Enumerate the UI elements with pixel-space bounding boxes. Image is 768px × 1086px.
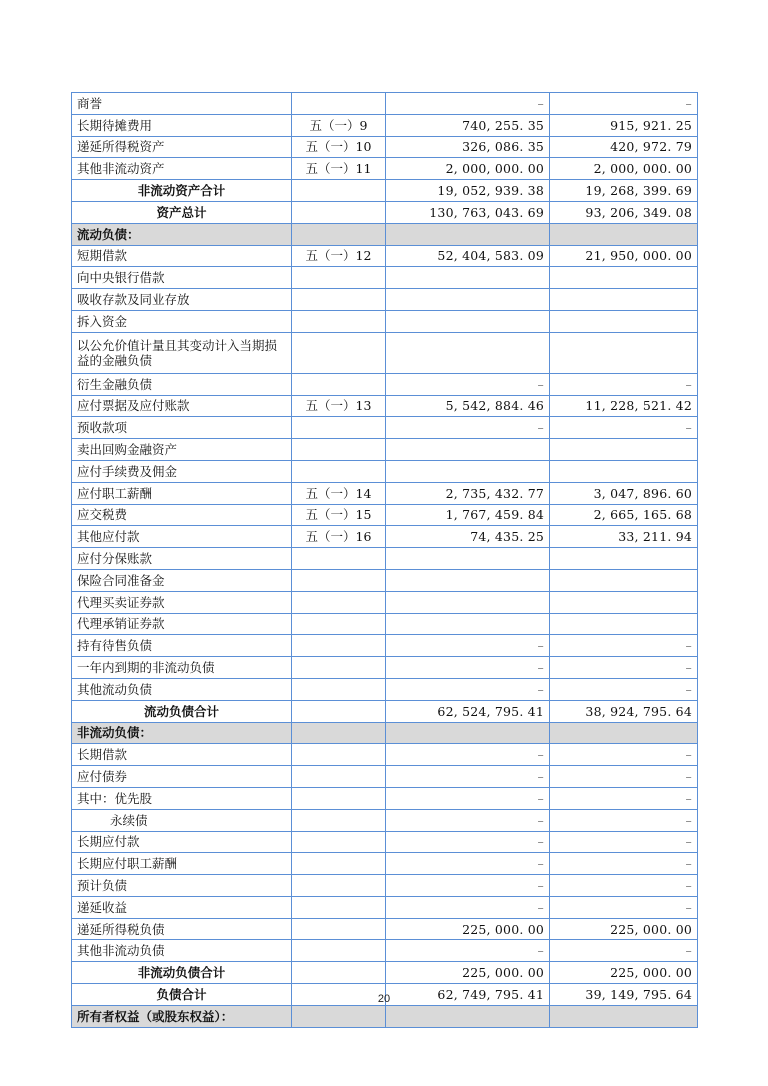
- row-note-ref: [292, 831, 386, 853]
- table-row: [72, 223, 698, 245]
- row-current-amount: [386, 613, 550, 635]
- row-note-ref: [292, 635, 386, 657]
- row-prior-amount: 33, 211. 94: [550, 526, 698, 548]
- row-note-ref: [292, 700, 386, 722]
- row-item-label: 以公允价值计量且其变动计入当期损益的金融负债: [72, 332, 292, 373]
- row-item-label: 衍生金融负债: [72, 373, 292, 395]
- table-row: [72, 245, 698, 267]
- row-prior-amount: [550, 289, 698, 311]
- row-note-ref: [292, 460, 386, 482]
- row-prior-amount: 2, 000, 000. 00: [550, 158, 698, 180]
- row-prior-amount: [550, 722, 698, 744]
- table-row: [72, 439, 698, 461]
- table-row: [72, 940, 698, 962]
- row-note-ref: [292, 940, 386, 962]
- row-current-amount: [386, 310, 550, 332]
- row-current-amount: –: [386, 787, 550, 809]
- row-item-label: 递延所得税资产: [72, 136, 292, 158]
- row-note-ref: [292, 180, 386, 202]
- table-row: [72, 766, 698, 788]
- row-item-label: 递延收益: [72, 896, 292, 918]
- row-current-amount: [386, 267, 550, 289]
- table-row: [72, 267, 698, 289]
- row-current-amount: –: [386, 744, 550, 766]
- row-note-ref: 五（一）11: [292, 158, 386, 180]
- row-note-ref: [292, 962, 386, 984]
- row-prior-amount: 225, 000. 00: [550, 962, 698, 984]
- row-current-amount: 62, 524, 795. 41: [386, 700, 550, 722]
- table-row: [72, 809, 698, 831]
- row-note-ref: [292, 896, 386, 918]
- row-current-amount: –: [386, 635, 550, 657]
- row-current-amount: –: [386, 417, 550, 439]
- row-note-ref: [292, 787, 386, 809]
- table-row: [72, 613, 698, 635]
- row-item-label: 代理承销证券款: [72, 613, 292, 635]
- row-prior-amount: –: [550, 875, 698, 897]
- row-prior-amount: 93, 206, 349. 08: [550, 201, 698, 223]
- row-prior-amount: –: [550, 657, 698, 679]
- row-item-label: 其他非流动负债: [72, 940, 292, 962]
- row-item-label: 应付分保账款: [72, 548, 292, 570]
- row-prior-amount: –: [550, 831, 698, 853]
- row-current-amount: –: [386, 657, 550, 679]
- row-prior-amount: –: [550, 417, 698, 439]
- row-item-label: 卖出回购金融资产: [72, 439, 292, 461]
- table-row: [72, 896, 698, 918]
- row-current-amount: 2, 000, 000. 00: [386, 158, 550, 180]
- row-prior-amount: –: [550, 93, 698, 115]
- row-current-amount: –: [386, 896, 550, 918]
- table-row: [72, 787, 698, 809]
- row-note-ref: [292, 657, 386, 679]
- row-prior-amount: –: [550, 787, 698, 809]
- row-current-amount: 19, 052, 939. 38: [386, 180, 550, 202]
- row-item-label: 非流动资产合计: [72, 180, 292, 202]
- row-note-ref: [292, 678, 386, 700]
- row-current-amount: 225, 000. 00: [386, 918, 550, 940]
- row-prior-amount: 39, 149, 795. 64: [550, 984, 698, 1006]
- row-note-ref: [292, 93, 386, 115]
- row-note-ref: [292, 201, 386, 223]
- row-prior-amount: 420, 972. 79: [550, 136, 698, 158]
- table-row: [72, 395, 698, 417]
- row-note-ref: 五（一）14: [292, 482, 386, 504]
- table-row: [72, 962, 698, 984]
- row-item-label: 长期应付职工薪酬: [72, 853, 292, 875]
- table-row: [72, 482, 698, 504]
- row-prior-amount: –: [550, 940, 698, 962]
- row-current-amount: 1, 767, 459. 84: [386, 504, 550, 526]
- table-row: [72, 417, 698, 439]
- row-item-label: 其他流动负债: [72, 678, 292, 700]
- row-item-label: 预收款项: [72, 417, 292, 439]
- row-item-label: 预计负债: [72, 875, 292, 897]
- row-note-ref: [292, 918, 386, 940]
- row-note-ref: [292, 569, 386, 591]
- table-row: [72, 310, 698, 332]
- row-prior-amount: [550, 569, 698, 591]
- row-item-label: 吸收存款及同业存放: [72, 289, 292, 311]
- table-row: [72, 93, 698, 115]
- row-note-ref: 五（一）12: [292, 245, 386, 267]
- row-prior-amount: 11, 228, 521. 42: [550, 395, 698, 417]
- row-item-label: 永续债: [72, 809, 292, 831]
- row-current-amount: [386, 332, 550, 373]
- row-note-ref: [292, 875, 386, 897]
- row-current-amount: 52, 404, 583. 09: [386, 245, 550, 267]
- row-item-label: 递延所得税负债: [72, 918, 292, 940]
- page-number: 20: [377, 993, 391, 1005]
- row-prior-amount: –: [550, 635, 698, 657]
- row-item-label: 非流动负债合计: [72, 962, 292, 984]
- row-prior-amount: [550, 332, 698, 373]
- table-row: [72, 678, 698, 700]
- table-row: [72, 180, 698, 202]
- row-note-ref: [292, 591, 386, 613]
- table-row: [72, 831, 698, 853]
- row-prior-amount: 19, 268, 399. 69: [550, 180, 698, 202]
- table-row: [72, 591, 698, 613]
- table-row: [72, 875, 698, 897]
- row-current-amount: –: [386, 373, 550, 395]
- row-prior-amount: [550, 460, 698, 482]
- table-row: [72, 569, 698, 591]
- table-row: [72, 526, 698, 548]
- row-current-amount: [386, 460, 550, 482]
- row-note-ref: [292, 310, 386, 332]
- row-current-amount: 2, 735, 432. 77: [386, 482, 550, 504]
- row-note-ref: 五（一）13: [292, 395, 386, 417]
- row-item-label: 非流动负债：: [72, 722, 292, 744]
- row-item-label: 应付职工薪酬: [72, 482, 292, 504]
- row-current-amount: –: [386, 853, 550, 875]
- row-item-label: 短期借款: [72, 245, 292, 267]
- table-row: [72, 201, 698, 223]
- row-item-label: 长期借款: [72, 744, 292, 766]
- row-prior-amount: [550, 1005, 698, 1027]
- row-item-label: 向中央银行借款: [72, 267, 292, 289]
- row-current-amount: 326, 086. 35: [386, 136, 550, 158]
- row-prior-amount: 915, 921. 25: [550, 114, 698, 136]
- row-item-label: 流动负债合计: [72, 700, 292, 722]
- row-item-label: 持有待售负债: [72, 635, 292, 657]
- row-item-label: 一年内到期的非流动负债: [72, 657, 292, 679]
- row-note-ref: 五（一）10: [292, 136, 386, 158]
- row-current-amount: 130, 763, 043. 69: [386, 201, 550, 223]
- row-item-label: 长期应付款: [72, 831, 292, 853]
- row-note-ref: [292, 766, 386, 788]
- row-current-amount: 74, 435. 25: [386, 526, 550, 548]
- table-row: [72, 373, 698, 395]
- row-prior-amount: [550, 310, 698, 332]
- row-item-label: 所有者权益（或股东权益）：: [72, 1005, 292, 1027]
- row-current-amount: 62, 749, 795. 41: [386, 984, 550, 1006]
- table-row: [72, 722, 698, 744]
- row-prior-amount: –: [550, 896, 698, 918]
- row-prior-amount: [550, 548, 698, 570]
- row-current-amount: –: [386, 831, 550, 853]
- table-row: [72, 744, 698, 766]
- row-current-amount: 5, 542, 884. 46: [386, 395, 550, 417]
- table-row: [72, 853, 698, 875]
- row-prior-amount: [550, 223, 698, 245]
- row-current-amount: –: [386, 766, 550, 788]
- row-item-label: 应交税费: [72, 504, 292, 526]
- row-note-ref: [292, 332, 386, 373]
- row-note-ref: [292, 223, 386, 245]
- row-item-label: 流动负债：: [72, 223, 292, 245]
- row-current-amount: [386, 223, 550, 245]
- row-note-ref: [292, 373, 386, 395]
- row-prior-amount: –: [550, 373, 698, 395]
- row-note-ref: [292, 417, 386, 439]
- row-current-amount: –: [386, 940, 550, 962]
- row-note-ref: 五（一）9: [292, 114, 386, 136]
- table-row: [72, 1005, 698, 1027]
- row-note-ref: [292, 439, 386, 461]
- row-note-ref: [292, 1005, 386, 1027]
- row-prior-amount: –: [550, 766, 698, 788]
- row-note-ref: 五（一）16: [292, 526, 386, 548]
- row-note-ref: [292, 548, 386, 570]
- row-item-label: 资产总计: [72, 201, 292, 223]
- row-prior-amount: –: [550, 678, 698, 700]
- row-prior-amount: 3, 047, 896. 60: [550, 482, 698, 504]
- row-current-amount: [386, 289, 550, 311]
- row-note-ref: [292, 613, 386, 635]
- row-note-ref: [292, 744, 386, 766]
- table-row: [72, 136, 698, 158]
- table-row: [72, 700, 698, 722]
- row-prior-amount: [550, 591, 698, 613]
- row-item-label: 其中：优先股: [72, 787, 292, 809]
- row-current-amount: –: [386, 875, 550, 897]
- row-current-amount: 740, 255. 35: [386, 114, 550, 136]
- row-item-label: 其他应付款: [72, 526, 292, 548]
- table-row: [72, 289, 698, 311]
- row-note-ref: 五（一）15: [292, 504, 386, 526]
- table-row: [72, 504, 698, 526]
- row-note-ref: [292, 853, 386, 875]
- row-item-label: 负债合计: [72, 984, 292, 1006]
- row-current-amount: –: [386, 678, 550, 700]
- row-item-label: 代理买卖证券款: [72, 591, 292, 613]
- row-current-amount: –: [386, 93, 550, 115]
- table-row: [72, 918, 698, 940]
- row-note-ref: [292, 289, 386, 311]
- row-item-label: 拆入资金: [72, 310, 292, 332]
- row-current-amount: [386, 722, 550, 744]
- row-prior-amount: 225, 000. 00: [550, 918, 698, 940]
- row-item-label: 商誉: [72, 93, 292, 115]
- row-item-label: 保险合同准备金: [72, 569, 292, 591]
- row-prior-amount: 2, 665, 165. 68: [550, 504, 698, 526]
- table-row: [72, 460, 698, 482]
- row-item-label: 应付债券: [72, 766, 292, 788]
- row-current-amount: [386, 569, 550, 591]
- row-current-amount: [386, 591, 550, 613]
- table-row: [72, 635, 698, 657]
- row-prior-amount: 21, 950, 000. 00: [550, 245, 698, 267]
- row-prior-amount: –: [550, 744, 698, 766]
- row-current-amount: 225, 000. 00: [386, 962, 550, 984]
- row-note-ref: [292, 722, 386, 744]
- row-item-label: 其他非流动资产: [72, 158, 292, 180]
- row-current-amount: –: [386, 809, 550, 831]
- row-note-ref: [292, 809, 386, 831]
- row-item-label: 应付手续费及佣金: [72, 460, 292, 482]
- row-note-ref: [292, 267, 386, 289]
- balance-sheet-table: [71, 92, 698, 1028]
- row-current-amount: [386, 1005, 550, 1027]
- row-item-label: 长期待摊费用: [72, 114, 292, 136]
- row-prior-amount: [550, 613, 698, 635]
- balance-sheet-body: [72, 93, 698, 1028]
- row-prior-amount: 38, 924, 795. 64: [550, 700, 698, 722]
- row-prior-amount: [550, 267, 698, 289]
- table-row: [72, 158, 698, 180]
- table-row: [72, 657, 698, 679]
- row-prior-amount: –: [550, 809, 698, 831]
- table-row: [72, 114, 698, 136]
- table-row: [72, 548, 698, 570]
- row-prior-amount: –: [550, 853, 698, 875]
- row-current-amount: [386, 548, 550, 570]
- row-current-amount: [386, 439, 550, 461]
- row-item-label: 应付票据及应付账款: [72, 395, 292, 417]
- row-prior-amount: [550, 439, 698, 461]
- table-row: [72, 332, 698, 373]
